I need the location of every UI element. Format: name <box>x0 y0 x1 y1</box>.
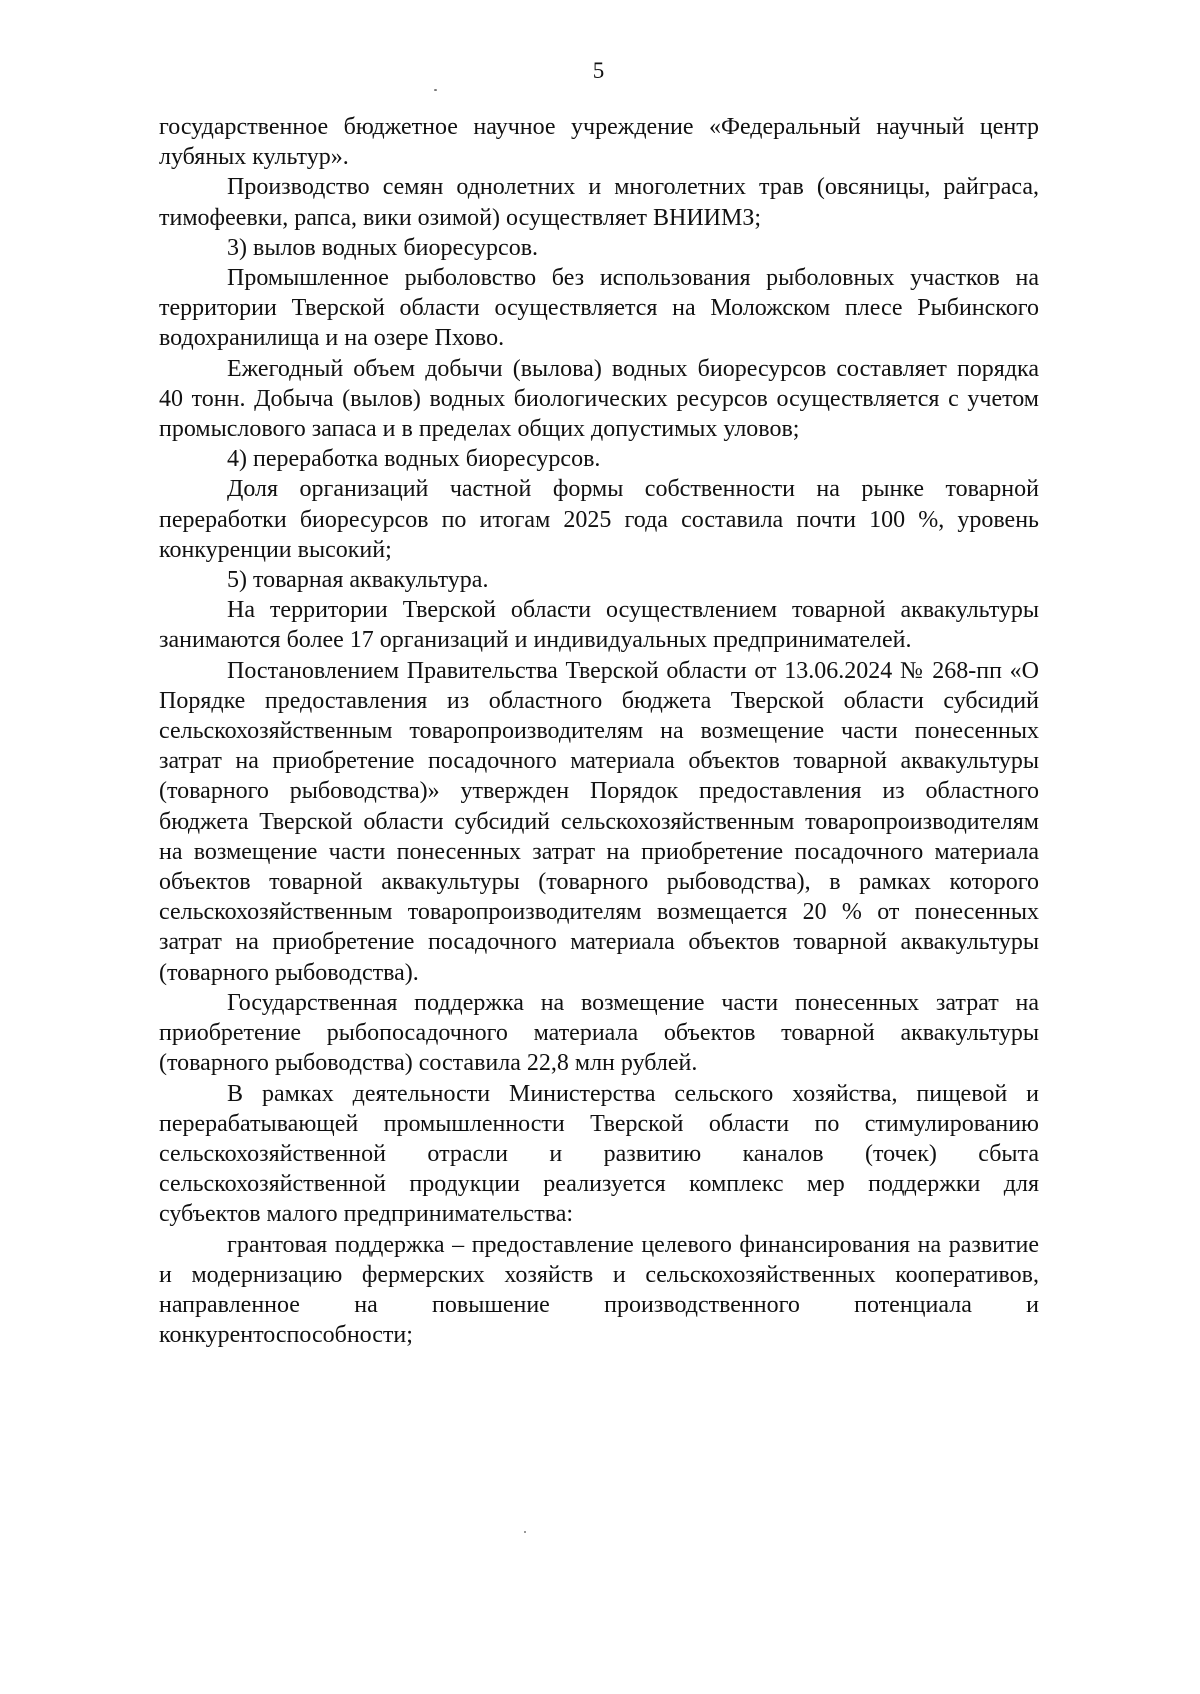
paragraph-1: государственное бюджетное научное учреждение «Федеральный научный центр лубяных культур». <box>159 114 1039 171</box>
paragraph-2: Производство семян однолетних и многолетних трав (овсяницы, райграса, тимофеевки, рапса, вики озимой) осуществляет ВНИИМЗ; <box>159 174 1039 231</box>
paragraph-5: Ежегодный объем добычи (вылова) водных биоресурсов составляет порядка 40 тонн. Добыча (вылов) водных биологических ресурсов осуществляется с учетом промыслового запаса и в пределах общих допустимых уловов; <box>159 355 1039 443</box>
paragraph-9: На территории Тверской области осуществлением товарной аквакультуры занимаются более 17 организаций и индивидуальных предпринимателей. <box>159 597 1039 654</box>
paragraph-12: В рамках деятельности Министерства сельского хозяйства, пищевой и перерабатывающей промышленности Тверской области по стимулированию сельскохозяйственной отрасли и развитию каналов (точек) сбыта сельскохозяйственной продукции реализуется комплекс мер поддержки для субъектов малого предпринимательства: <box>159 1080 1039 1228</box>
paragraph-3: 3) вылов водных биоресурсов. <box>227 234 539 261</box>
document-body <box>159 112 1039 1350</box>
page-number: 5 <box>592 58 605 83</box>
paragraph-10: Постановлением Правительства Тверской области от 13.06.2024 № 268-пп «О Порядке предоставления из областного бюджета Тверской области субсидий сельскохозяйственным товаропроизводителям на возмещение части понесенных затрат на приобретение посадочного материала объектов товарной аквакультуры (товарного рыбоводства)» утвержден Порядок предоставления из областного бюджета Тверской области субсидий сельскохозяйственным товаропроизводителям на возмещение части понесенных затрат на приобретение посадочного материала объектов товарной аквакультуры (товарного рыбоводства), в рамках которого сельскохозяйственным товаропроизводителям возмещается 20 % от понесенных затрат на приобретение посадочного материала объектов товарной аквакультуры (товарного рыбоводства). <box>159 657 1039 986</box>
scan-speck <box>434 89 437 91</box>
paragraph-6: 4) переработка водных биоресурсов. <box>227 446 601 473</box>
paragraph-7: Доля организаций частной формы собственности на рынке товарной переработки биоресурсов по итогам 2025 года составила почти 100 %, уровень конкуренции высокий; <box>159 476 1039 563</box>
paragraph-8: 5) товарная аквакультура. <box>227 567 489 594</box>
paragraph-11: Государственная поддержка на возмещение части понесенных затрат на приобретение рыбопосадочного материала объектов товарной аквакультуры (товарного рыбоводства) составила 22,8 млн рублей. <box>159 989 1039 1077</box>
scan-speck <box>524 1531 526 1533</box>
paragraph-4: Промышленное рыболовство без использования рыболовных участков на территории Тверской области осуществляется на Моложском плесе Рыбинского водохранилища и на озере Пхово. <box>159 265 1039 352</box>
paragraph-13: грантовая поддержка – предоставление целевого финансирования на развитие и модернизацию фермерских хозяйств и сельскохозяйственных кооперативов, направленное на повышение производственного потенциала и конкурентоспособности; <box>159 1231 1039 1349</box>
